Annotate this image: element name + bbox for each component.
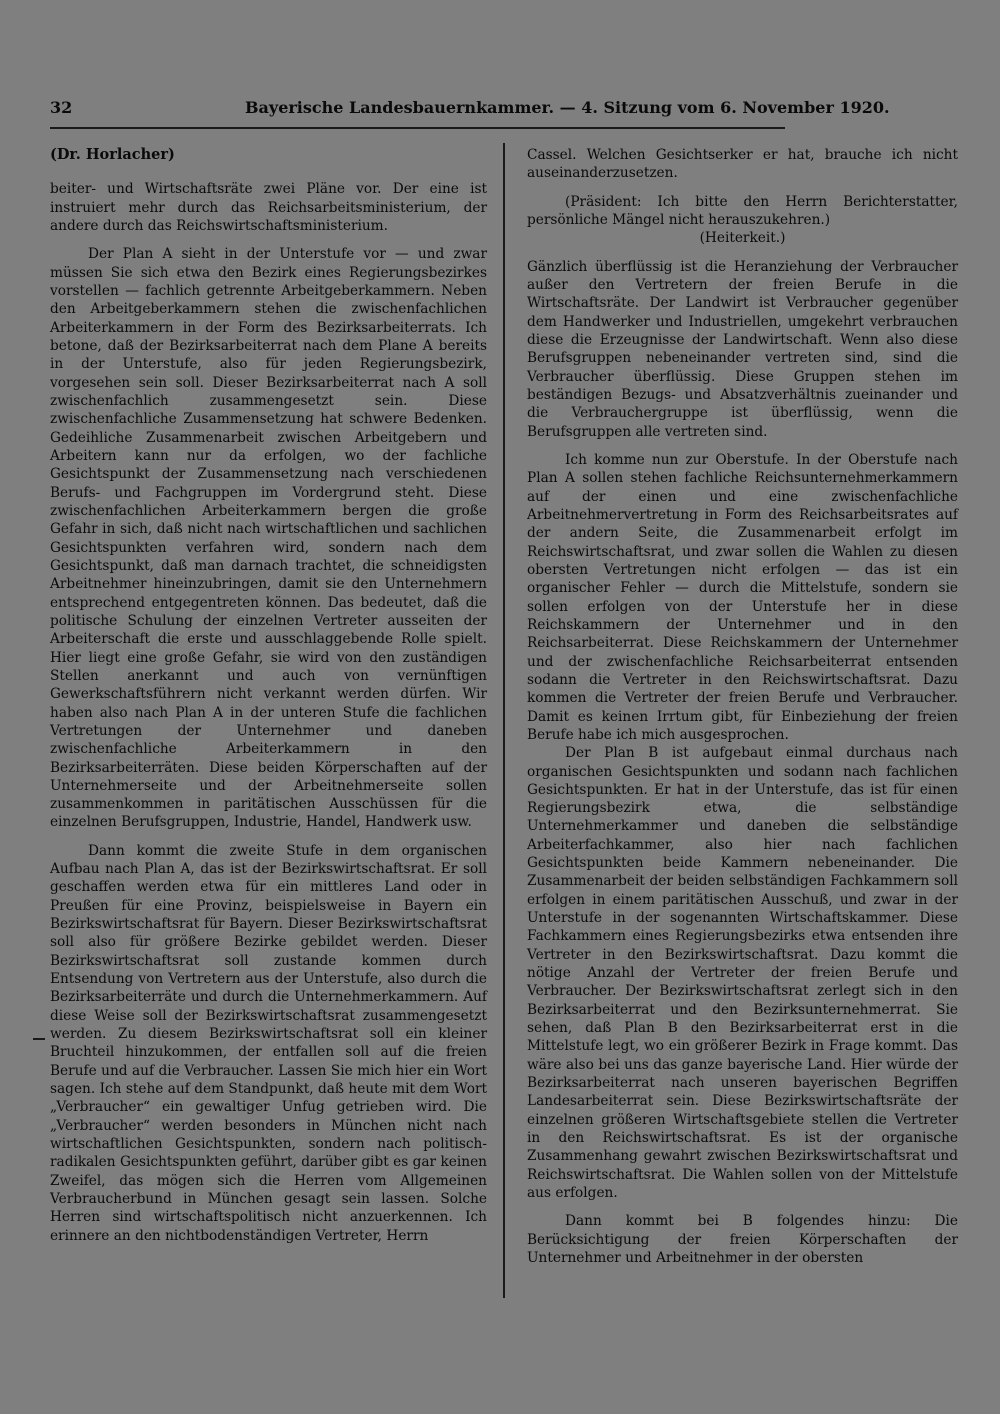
header-rule (50, 127, 785, 129)
page-header (50, 98, 890, 124)
laughter-note: (Heiterkeit.) (699, 230, 786, 247)
paragraph: Ich komme nun zur Oberstufe. In der Oberstufe nach Plan A sollen stehen fachliche Reichsunternehmerkammern auf der einen und eine zwischenfachliche Arbeitnehmervertretung in Form des Reichsarbeitsrates auf der andern Seite, die Zusammenarbeit erfolgt im Reichswirtschaftsrat, und zwar sollen die Wahlen zu diesen obersten Vertretungen nicht erfolgen — das ist ein organischer Fehler — durch die Mittelstufe, sondern sie sollen erfolgen von der Unterstufe her in diese Reichskammern der Unternehmer und in den Reichsarbeiterrat. Diese Reichskammern der Unternehmer und der zwischenfachliche Reichsarbeiterrat entsenden sodann die Vertreter in den Reichswirtschaftsrat. Dazu kommen die Vertreter der freien Berufe und Verbraucher. Damit es keinen Irrtum gibt, für Einbeziehung der freien Berufe habe ich mich ausgesprochen. (527, 451, 958, 743)
paragraph: beiter- und Wirtschaftsräte zwei Pläne vor. Der eine ist instruiert mehr durch das Reichsarbeitsministerium, der andere durch das Reichswirtschaftsministerium. (50, 181, 487, 234)
paragraph: Dann kommt die zweite Stufe in dem organischen Aufbau nach Plan A, das ist der Bezirkswirtschaftsrat. Er soll geschaffen werden etwa für ein mittleres Land oder in Preußen für eine Provinz, beispielsweise in Bayern ein Bezirkswirtschaftsrat für Bayern. Dieser Bezirkswirtschaftsrat soll also für größere Bezirke gebildet werden. Dieser Bezirkswirtschaftsrat soll zustande kommen durch Entsendung von Vertretern aus der Unterstufe, also durch die Bezirksarbeiterräte und durch die Unternehmerkammern. Auf diese Weise soll der Bezirkswirtschaftsrat zusammengesetzt werden. Zu diesem Bezirkswirtschaftsrat soll ein kleiner Bruchteil hinzukommen, der entfallen soll auf die freien Berufe und auf die Verbraucher. Lassen Sie mich hier ein Wort sagen. Ich stehe auf dem Standpunkt, daß heute mit dem Wort „Verbraucher“ ein gewaltiger Unfug getrieben wird. Die „Verbraucher“ werden besonders in München nicht nach wirtschaftlichen Gesichtspunkten, sondern nach politisch-radikalen Gesichtspunkten geführt, darüber gibt es gar keinen Zweifel, das mögen sich die Herren vom Allgemeinen Verbraucherbund in München gesagt sein lassen. Solche Herren sind wirtschaftspolitisch nicht anzuerkennen. Ich erinnere an den nichtbodenständigen Vertreter, Herrn (50, 842, 487, 1244)
paragraph: Der Plan A sieht in der Unterstufe vor — und zwar müssen Sie sich etwa den Bezirk eines Regierungsbezirkes vorstellen — fachlich getrennte Arbeitgeberkammern. Neben den Arbeitgeberkammern stehen die zwischenfachlichen Arbeiterkammern in der Form des Bezirksarbeiterrats. Ich betone, daß der Bezirksarbeiterrat nach dem Plane A bereits in der Unterstufe, also für jeden Regierungsbezirk, vorgesehen sein soll. Dieser Bezirksarbeiterrat nach A soll zwischenfachlich zusammengesetzt sein. Diese zwischenfachliche Zusammensetzung hat schwere Bedenken. Gedeihliche Zusammenarbeit zwischen Arbeitgebern und Arbeitern kann nur da erfolgen, wo der fachliche Gesichtspunkt der Zusammensetzung nach verschiedenen Berufs- und Fachgruppen im Vordergrund steht. Diese zwischenfachlichen Arbeiterkammern bergen die große Gefahr in sich, daß nicht nach wirtschaftlichen und sachlichen Gesichtspunkten verfahren wird, sondern nach dem Gesichtspunkt, daß man darnach trachtet, die schneidigsten Arbeitnehmer hineinzubringen, damit sie den Unternehmern entsprechend entgegentreten können. Das bedeutet, daß die politische Schulung der einzelnen Vertreter ausseiten der Arbeiterschaft die erste und ausschlaggebende Rolle spielt. Hier liegt eine große Gefahr, sie wird von den zuständigen Stellen anerkannt und auch von vernünftigen Gewerkschaftsführern nicht verkannt werden dürfen. Wir haben also nach Plan A in der unteren Stufe die fachlichen Vertretungen der Unternehmer und daneben zwischenfachliche Arbeiterkammern in den Bezirksarbeiterräten. Diese beiden Körperschaften auf der Unternehmerseite und der Arbeitnehmerseite sollen zusammenkommen in paritätischen Ausschüssen für die einzelnen Berufsgruppen, Industrie, Handel, Handwerk usw. (50, 246, 487, 831)
paragraph: Dann kommt bei B folgendes hinzu: Die Berücksichtigung der freien Körperschaften der Unternehmer und Arbeitnehmer in der obersten (527, 1213, 958, 1267)
column-divider (503, 143, 505, 1298)
left-column (50, 146, 487, 1245)
right-column (527, 146, 958, 1267)
running-title: Bayerische Landesbauernkammer. — 4. Sitzung vom 6. November 1920. (245, 98, 890, 117)
paragraph: Der Plan B ist aufgebaut einmal durchaus nach organischen Gesichtspunkten und sodann nach fachlichen Gesichtspunkten. Er hat in der Unterstufe, das ist für einen Regierungsbezirk etwa, die selbständige Unternehmerkammer und daneben die selbständige Arbeiterfachkammer, also hier nach fachlichen Gesichtspunkten beide Kammern nebeneinander. Die Zusammenarbeit der beiden selbständigen Fachkammern soll erfolgen in einem paritätischen Ausschuß, und zwar in der Unterstufe in der sogenannten Wirtschaftskammer. Diese Fachkammern eines Regierungsbezirks etwa entsenden ihre Vertreter in den Bezirkswirtschaftsrat. Dazu kommt die nötige Anzahl der Vertreter der freien Berufe und Verbraucher. Der Bezirkswirtschaftsrat zerlegt sich in den Bezirksarbeiterrat und den Bezirksunternehmerrat. Sie sehen, daß Plan B den Bezirksarbeiterrat erst in die Mittelstufe legt, wo ein größerer Bezirk in Frage kommt. Das wäre also bei uns das ganze bayerische Land. Hier würde der Bezirksarbeiterrat nach unseren bayerischen Begriffen Landesarbeiterrat sein. Diese Bezirkswirtschaftsräte der einzelnen größeren Wirtschaftsgebiete stellen die Vertreter in den Reichswirtschaftsrat. Es ist der organische Zusammenhang gewahrt zwischen Bezirkswirtschaftsrat und Reichswirtschaftsrat. Die Wahlen sollen von der Mittelstufe aus erfolgen. (527, 745, 958, 1202)
speaker-label: (Dr. Horlacher) (50, 146, 175, 163)
page-number: 32 (50, 98, 73, 117)
president-interjection: (Präsident: Ich bitte den Herrn Berichterstatter, persönliche Mängel nicht herauszukehren.) (527, 193, 958, 228)
paragraph: Gänzlich überflüssig ist die Heranziehung der Verbraucher außer den Vertretern der freien Berufe in die Wirtschaftsräte. Der Landwirt ist Verbraucher gegenüber dem Handwerker und Industriellen, umgekehrt verbrauchen diese die Erzeugnisse der Landwirtschaft. Wenn also diese Berufsgruppen nebeneinander vertreten sind, sind die Verbraucher überflüssig. Diese Gruppen stehen im beständigen Bezugs- und Absatzverhältnis zueinander und die Verbrauchergruppe ist überflüssig, wenn die Berufsgruppen alle vertreten sind. (527, 258, 958, 440)
margin-mark (33, 1038, 45, 1040)
paragraph: Cassel. Welchen Gesichtserker er hat, brauche ich nicht auseinanderzusetzen. (527, 147, 958, 182)
